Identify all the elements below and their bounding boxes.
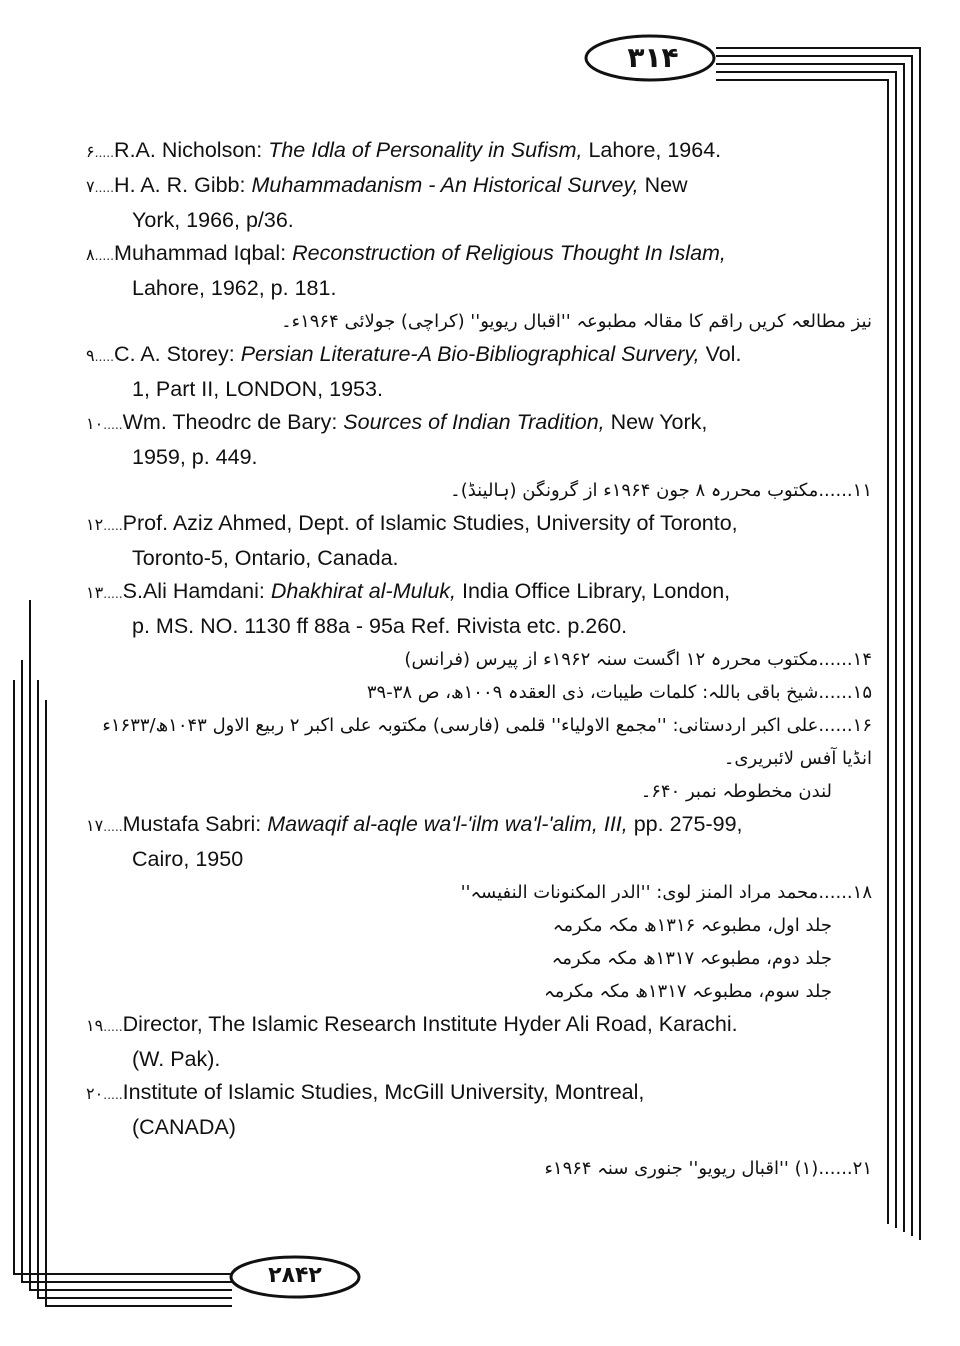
urdu-note-8: نیز مطالعہ کریں راقم کا مقالہ مطبوعہ ''اقبال ریویو'' (کراچی) جولائی ۱۹۶۴ء۔ [281,311,872,332]
bottom-page-number: ۲۸۴۲ [268,1263,322,1288]
urdu-note-15: ۱۵......شیخ باقی باللہ: کلمات طیبات، ذی العقدہ ۱۰۰۹ھ، ص ۳۸-۳۹ [366,682,872,703]
urdu-note-16-cont: لندن مخطوطہ نمبر ۶۴۰۔ [640,781,832,802]
footnote-13: ۱۳.....S.Ali Hamdani: Dhakhirat al-Muluk, India Office Library, London, p. MS. NO. 1130 ff 88a - 95a Ref. Rivista etc. p.260. [86,579,731,638]
footnotes-body [86,134,872,1185]
top-page-number: ۳۱۴ [627,41,679,74]
footnote-10: ۱۰.....Wm. Theodrc de Bary: Sources of Indian Tradition, New York, 1959, p. 449. [86,410,708,469]
footnote-7: ۷.....H. A. R. Gibb: Muhammadanism - An Historical Survey, New York, 1966, p/36. [86,173,688,232]
footnote-20: ۲۰.....Institute of Islamic Studies, McGill University, Montreal, (CANADA) [86,1080,645,1139]
footnote-9: ۹.....C. A. Storey: Persian Literature-A Bio-Bibliographical Survery, Vol. 1, Part II, LONDON, 1953. [86,342,742,401]
urdu-note-18-vol1: جلد اول، مطبوعہ ۱۳۱۶ھ مکہ مکرمہ [552,915,832,936]
urdu-note-18-vol2: جلد دوم، مطبوعہ ۱۳۱۷ھ مکہ مکرمہ [551,948,832,969]
footnote-6: ۶.....R.A. Nicholson: The Idla of Personality in Sufism, Lahore, 1964. [86,138,722,162]
footnote-12: ۱۲.....Prof. Aziz Ahmed, Dept. of Islamic Studies, University of Toronto, Toronto-5, Ontario, Canada. [86,511,738,570]
footnote-17: ۱۷.....Mustafa Sabri: Mawaqif al-aqle wa'l-'ilm wa'l-'alim, III, pp. 275-99, Cairo, 1950 [86,812,743,871]
footnote-19: ۱۹.....Director, The Islamic Research Institute Hyder Ali Road, Karachi. (W. Pak). [86,1012,738,1071]
urdu-note-16: ۱۶......علی اکبر اردستانی: ''مجمع الاولیاء'' قلمی (فارسی) مکتوبہ علی اکبر ۲ ربیع الاول ۱۰۴۳ھ/۱۶۳۳ء انڈیا آفس لائبریری۔ [102,715,872,769]
urdu-note-18: ۱۸......محمد مراد المنز لوی: ''الدر المکنونات النفیسہ'' [460,882,872,903]
footnote-8: ۸.....Muhammad Iqbal: Reconstruction of Religious Thought In Islam, Lahore, 1962, p. 181. [86,241,726,300]
urdu-note-14: ۱۴......مکتوب محررہ ۱۲ اگست سنہ ۱۹۶۲ء از پیرس (فرانس) [404,649,872,670]
urdu-note-18-vol3: جلد سوم، مطبوعہ ۱۳۱۷ھ مکہ مکرمہ [544,981,832,1002]
urdu-note-21: ۲۱......(۱) ''اقبال ریویو'' جنوری سنہ ۱۹۶۴ء [544,1158,872,1179]
urdu-note-11: ۱۱......مکتوب محررہ ۸ جون ۱۹۶۴ء از گرونگن (ہالینڈ)۔ [450,480,872,501]
